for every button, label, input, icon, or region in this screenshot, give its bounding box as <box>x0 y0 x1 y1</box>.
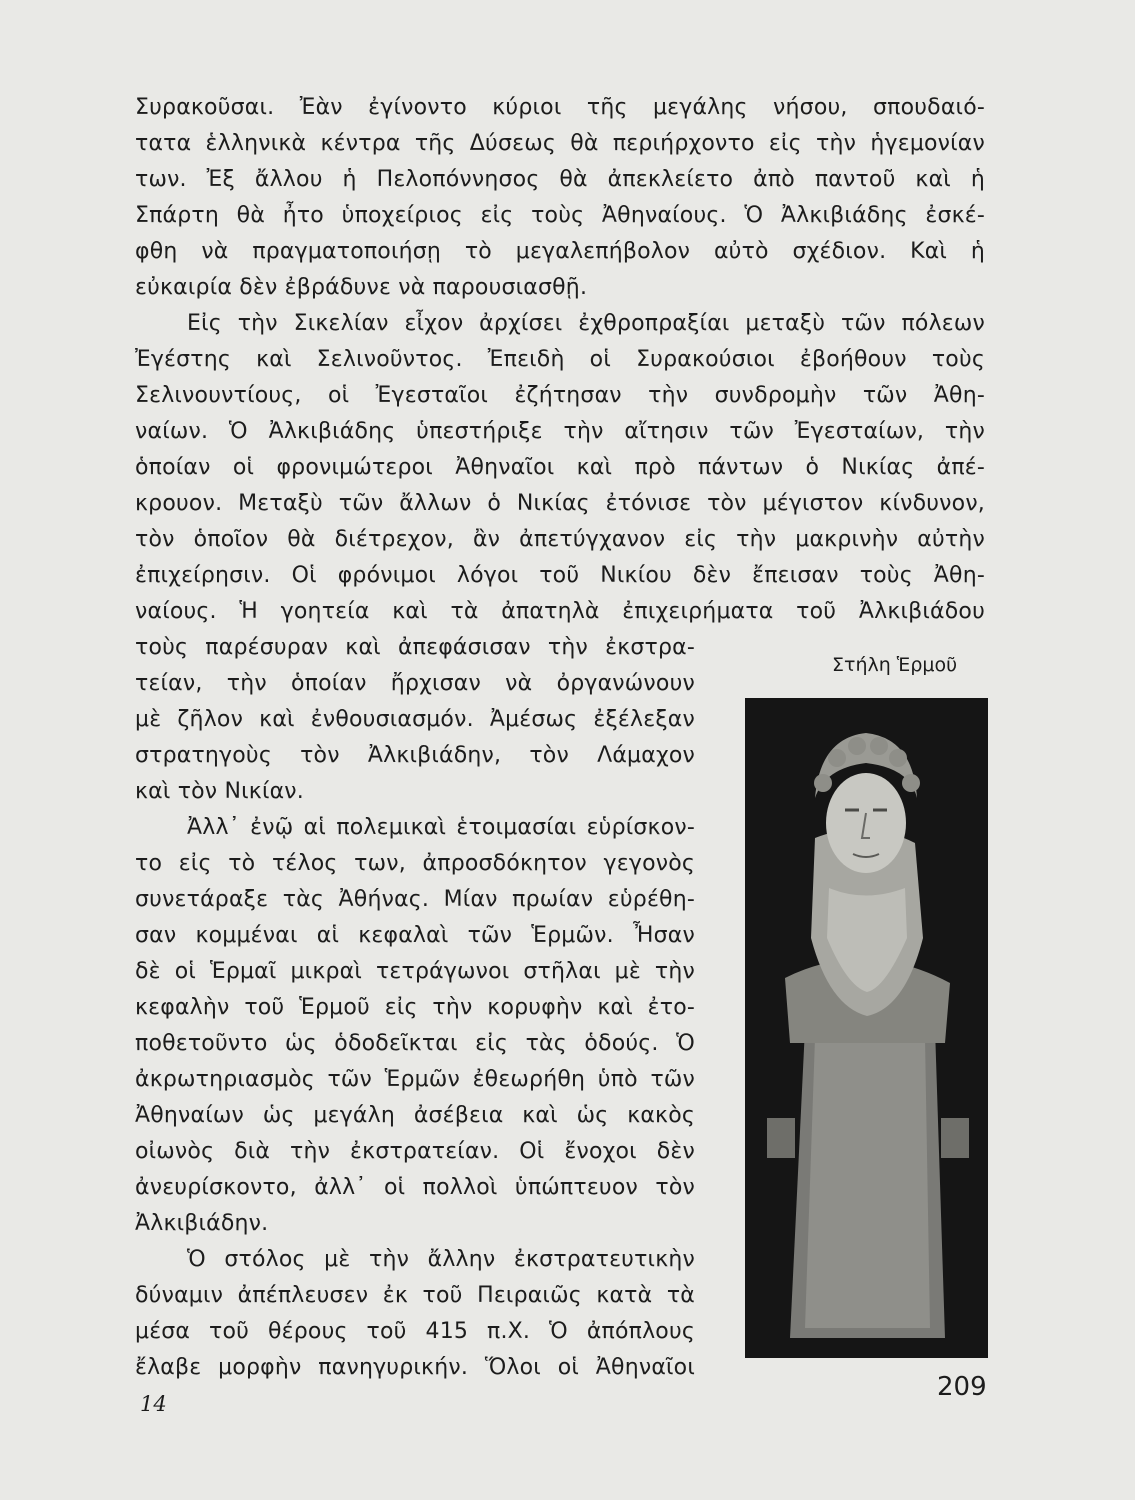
text-line: τείαν, τὴν ὁποίαν ἤρχισαν νὰ ὀργανώνουν <box>135 671 695 696</box>
text-line: μέσα τοῦ θέρους τοῦ 415 π.Χ. Ὁ ἀπόπλους <box>135 1319 695 1344</box>
page-number: 209 <box>937 1372 987 1402</box>
text-line: ναίους. Ἡ γοητεία καὶ τὰ ἀπατηλὰ ἐπιχειρήματα τοῦ Ἀλκιβιάδου <box>135 599 985 624</box>
text-line: κρουον. Μεταξὺ τῶν ἄλλων ὁ Νικίας ἐτόνισε τὸν μέγιστον κίνδυνον, <box>135 491 985 516</box>
text-line: ἐπιχείρησιν. Οἱ φρόνιμοι λόγοι τοῦ Νικίου δὲν ἔπεισαν τοὺς Ἀθη- <box>135 563 985 588</box>
text-line: των. Ἐξ ἄλλου ἡ Πελοπόννησος θὰ ἀπεκλείετο ἀπὸ παντοῦ καὶ ἡ <box>135 167 985 192</box>
text-line: τατα ἑλληνικὰ κέντρα τῆς Δύσεως θὰ περιήρχοντο εἰς τὴν ἡγεμονίαν <box>135 131 985 156</box>
text-line: Σελινουντίους, οἱ Ἐγεσταῖοι ἐζήτησαν τὴν συνδρομὴν τῶν Ἀθη- <box>135 383 985 408</box>
text-line: φθη νὰ πραγματοποιήσῃ τὸ μεγαλεπήβολον αὐτὸ σχέδιον. Καὶ ἡ <box>135 239 985 264</box>
text-line: το εἰς τὸ τέλος των, ἀπροσδόκητον γεγονὸς <box>135 851 695 876</box>
text-line: κεφαλὴν τοῦ Ἑρμοῦ εἰς τὴν κορυφὴν καὶ ἐτο- <box>135 995 695 1020</box>
text-line: ἀνευρίσκοντο, ἀλλ᾽ οἱ πολλοὶ ὑπώπτευον τὸν <box>135 1175 695 1200</box>
figure-caption: Στήλη Ἑρμοῦ <box>832 654 958 676</box>
text-line: Ἀθηναίων ὡς μεγάλη ἀσέβεια καὶ ὡς κακὸς <box>135 1103 695 1128</box>
text-line: δὲ οἱ Ἑρμαῖ μικραὶ τετράγωνοι στῆλαι μὲ τὴν <box>135 959 695 984</box>
text-line: ὁποίαν οἱ φρονιμώτεροι Ἀθηναῖοι καὶ πρὸ πάντων ὁ Νικίας ἀπέ- <box>135 455 985 480</box>
text-line: ἀκρωτηριασμὸς τῶν Ἑρμῶν ἐθεωρήθη ὑπὸ τῶν <box>135 1067 695 1092</box>
text-line: Συρακοῦσαι. Ἐὰν ἐγίνοντο κύριοι τῆς μεγάλης νήσου, σπουδαιό- <box>135 95 985 120</box>
herm-statue-illustration <box>745 698 988 1358</box>
text-line: σαν κομμέναι αἱ κεφαλαὶ τῶν Ἑρμῶν. Ἦσαν <box>135 923 695 948</box>
text-line: εὐκαιρία δὲν ἐβράδυνε νὰ παρουσιασθῇ. <box>135 275 588 300</box>
text-line: συνετάραξε τὰς Ἀθήνας. Μίαν πρωίαν εὑρέθη- <box>135 887 695 912</box>
text-line: τοὺς παρέσυραν καὶ ἀπεφάσισαν τὴν ἐκστρα- <box>135 635 695 660</box>
text-line: τὸν ὁποῖον θὰ διέτρεχον, ἂν ἀπετύγχανον εἰς τὴν μακρινὴν αὐτὴν <box>135 527 985 552</box>
text-line: Σπάρτη θὰ ἦτο ὑποχείριος εἰς τοὺς Ἀθηναίους. Ὁ Ἀλκιβιάδης ἐσκέ- <box>135 203 985 228</box>
text-line: Ἀλκιβιάδην. <box>135 1211 269 1236</box>
text-line: ἔλαβε μορφὴν πανηγυρικήν. Ὅλοι οἱ Ἀθηναῖοι <box>135 1355 695 1380</box>
text-line: στρατηγοὺς τὸν Ἀλκιβιάδην, τὸν Λάμαχον <box>135 743 695 768</box>
text-line: δύναμιν ἀπέπλευσεν ἐκ τοῦ Πειραιῶς κατὰ τὰ <box>135 1283 695 1308</box>
herm-photo <box>745 698 988 1358</box>
signature-mark: 14 <box>140 1392 167 1416</box>
text-line: ναίων. Ὁ Ἀλκιβιάδης ὑπεστήριξε τὴν αἴτησιν τῶν Ἐγεσταίων, τὴν <box>135 419 985 444</box>
text-line: οἰωνὸς διὰ τὴν ἐκστρατείαν. Οἱ ἔνοχοι δὲν <box>135 1139 695 1164</box>
text-line: καὶ τὸν Νικίαν. <box>135 779 304 804</box>
text-line: μὲ ζῆλον καὶ ἐνθουσιασμόν. Ἀμέσως ἐξέλεξαν <box>135 707 695 732</box>
text-line: Ὁ στόλος μὲ τὴν ἄλλην ἐκστρατευτικὴν <box>187 1247 695 1272</box>
text-line: Εἰς τὴν Σικελίαν εἶχον ἀρχίσει ἐχθροπραξίαι μεταξὺ τῶν πόλεων <box>187 311 985 336</box>
text-line: ποθετοῦντο ὡς ὁδοδεῖκται εἰς τὰς ὁδούς. Ὁ <box>135 1031 695 1056</box>
text-line: Ἐγέστης καὶ Σελινοῦντος. Ἐπειδὴ οἱ Συρακούσιοι ἐβοήθουν τοὺς <box>135 347 985 372</box>
text-line: Ἀλλ᾽ ἐνῷ αἱ πολεμικαὶ ἑτοιμασίαι εὑρίσκον- <box>187 815 695 840</box>
